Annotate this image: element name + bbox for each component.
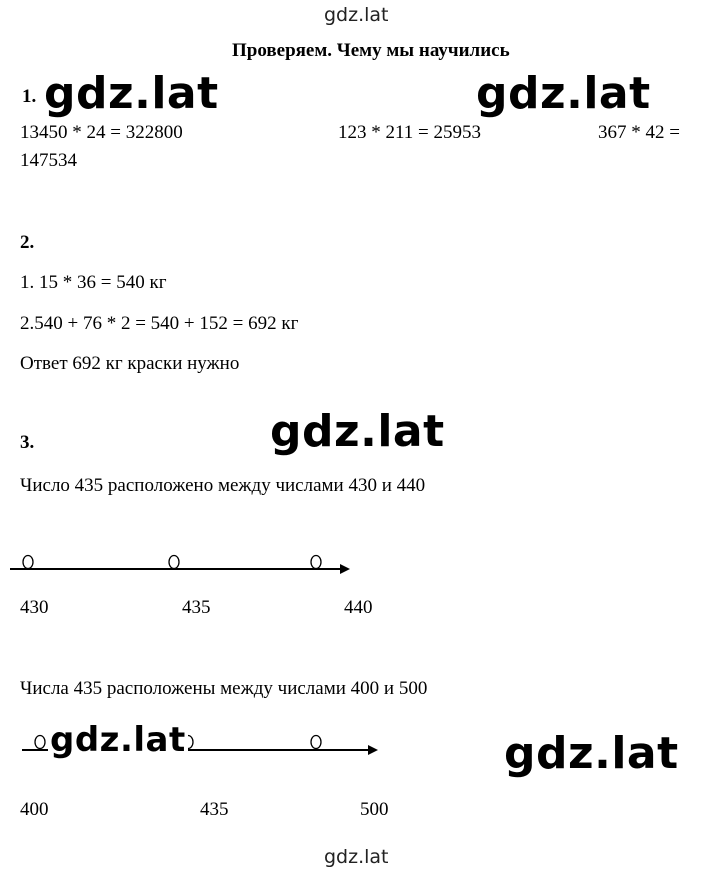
watermark-top: gdz.lat [324, 4, 389, 26]
watermark-bottom: gdz.lat [324, 846, 389, 868]
number-line-1-point-430 [23, 556, 33, 569]
number-line-1 [0, 548, 360, 578]
task-2-line-2: 2.540 + 76 * 2 = 540 + 152 = 692 кг [20, 313, 299, 334]
task-3-statement-1: Число 435 расположено между числами 430 и 440 [20, 475, 426, 496]
watermark-logo-3: gdz.lat [270, 406, 445, 457]
number-line-2-label-435: 435 [200, 799, 229, 820]
task-1-number: 1. [22, 86, 37, 107]
number-line-2-arrow-icon [368, 745, 378, 755]
number-line-1-arrow-icon [340, 564, 350, 574]
number-line-1-label-435: 435 [182, 597, 211, 618]
task-1-expr-2: 123 * 211 = 25953 [338, 122, 482, 143]
number-line-2-point-400 [35, 736, 45, 749]
number-line-2-point-500 [311, 736, 321, 749]
watermark-logo-1: gdz.lat [44, 68, 219, 119]
task-2-line-1: 1. 15 * 36 = 540 кг [20, 272, 167, 293]
watermark-logo-2: gdz.lat [476, 68, 651, 119]
task-3-number: 3. [20, 432, 35, 453]
page-title: Проверяем. Чему мы научились [232, 40, 510, 61]
task-1-expr-3-result: 147534 [20, 150, 77, 171]
number-line-1-label-430: 430 [20, 597, 49, 618]
task-3-statement-2: Числа 435 расположены между числами 400 и 500 [20, 678, 428, 699]
task-2-number: 2. [20, 232, 35, 253]
task-2-answer: Ответ 692 кг краски нужно [20, 353, 240, 374]
number-line-1-label-440: 440 [344, 597, 373, 618]
number-line-2-label-500: 500 [360, 799, 389, 820]
watermark-logo-5: gdz.lat [504, 728, 679, 779]
task-1-expr-3: 367 * 42 = [598, 122, 680, 143]
task-1-expr-1: 13450 * 24 = 322800 [20, 122, 183, 143]
number-line-2-label-400: 400 [20, 799, 49, 820]
watermark-logo-4: gdz.lat [50, 720, 186, 760]
number-line-1-point-440 [311, 556, 321, 569]
number-line-1-point-435 [169, 556, 179, 569]
